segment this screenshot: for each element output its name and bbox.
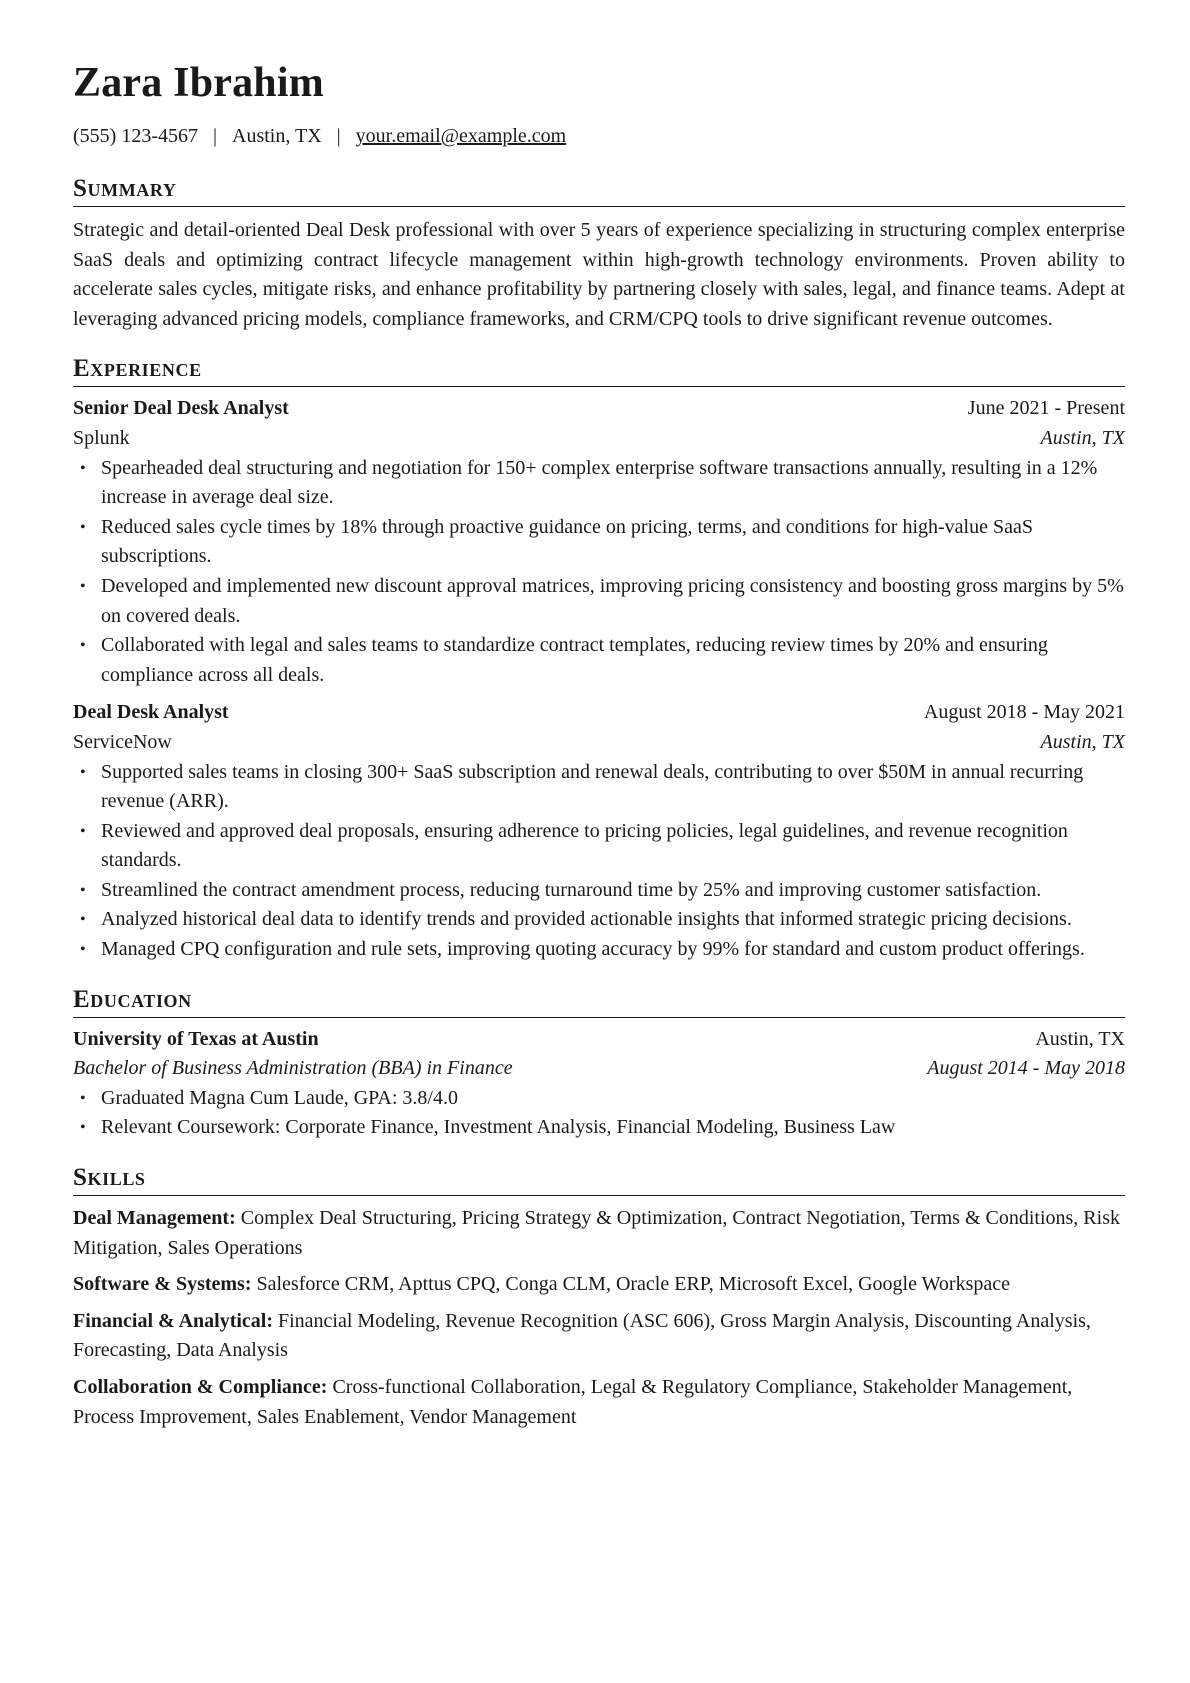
job-bullets — [73, 454, 1125, 691]
bullet-icon: • — [80, 881, 86, 899]
bullet-icon: • — [80, 911, 86, 929]
bullet-text: Supported sales teams in closing 300+ SaaS subscription and renewal deals, contributing to over $50M in annual recurring revenue (ARR). — [101, 760, 1084, 813]
job-title: Senior Deal Desk Analyst — [73, 397, 289, 420]
bullet-item — [73, 631, 1125, 690]
location: Austin, TX — [232, 125, 322, 147]
job-company-row — [73, 728, 1125, 758]
job-title-row — [73, 394, 1125, 424]
education-bullets — [73, 1084, 1125, 1143]
candidate-name: Zara Ibrahim — [73, 60, 324, 106]
experience-heading: Experience — [73, 354, 1125, 387]
skill-group — [73, 1204, 1125, 1263]
bullet-item — [73, 454, 1125, 513]
separator: | — [336, 125, 341, 147]
school-name: University of Texas at Austin — [73, 1027, 319, 1050]
bullet-text: Spearheaded deal structuring and negotiation for 150+ complex enterprise software transactions annually, resulting in a 12% increase in average deal size. — [101, 456, 1098, 509]
bullet-item — [73, 513, 1125, 572]
bullet-item — [73, 572, 1125, 631]
degree-row — [73, 1054, 1125, 1084]
bullet-text: Graduated Magna Cum Laude, GPA: 3.8/4.0 — [101, 1086, 458, 1109]
job-dates: August 2018 - May 2021 — [923, 701, 1125, 724]
education-dates: August 2014 - May 2018 — [927, 1057, 1125, 1080]
job-company: ServiceNow — [73, 730, 172, 753]
school-row — [73, 1025, 1125, 1055]
bullet-item — [73, 817, 1125, 876]
skills-heading: Skills — [73, 1163, 1125, 1196]
bullet-text: Reduced sales cycle times by 18% through proactive guidance on pricing, terms, and conditions for high-value SaaS subscriptions. — [101, 515, 1033, 568]
school-location: Austin, TX — [1035, 1027, 1125, 1050]
bullet-text: Relevant Coursework: Corporate Finance, Investment Analysis, Financial Modeling, Business Law — [101, 1116, 896, 1139]
contact-line — [73, 124, 1125, 148]
bullet-icon: • — [80, 518, 86, 536]
skill-group-items: Financial Modeling, Revenue Recognition (ASC 606), Gross Margin Analysis, Discounting Analysis, Forecasting, Data Analysis — [73, 1309, 1091, 1362]
skill-group — [73, 1373, 1125, 1432]
bullet-icon: • — [80, 459, 86, 477]
bullet-text: Managed CPQ configuration and rule sets, improving quoting accuracy by 99% for standard and custom product offerings. — [101, 938, 1085, 961]
job-entry — [73, 698, 1125, 964]
summary-heading: Summary — [73, 174, 1125, 207]
summary-text: Strategic and detail-oriented Deal Desk professional with over 5 years of experience specializing in structuring complex enterprise SaaS deals and optimizing contract lifecycle management within high-growth technology environments. Proven ability to accelerate sales cycles, mitigate risks, and enhance profitability by partnering closely with sales, legal, and finance teams. Adept at leveraging advanced pricing models, compliance frameworks, and CRM/CPQ tools to drive significant revenue outcomes. — [73, 219, 1125, 330]
skill-group-name: Collaboration & Compliance: — [73, 1376, 328, 1398]
resume-content — [73, 58, 1125, 1432]
job-dates: June 2021 - Present — [967, 397, 1125, 420]
job-location: Austin, TX — [1040, 730, 1125, 753]
job-entry — [73, 394, 1125, 690]
skill-group — [73, 1270, 1125, 1300]
bullet-item — [73, 1113, 1125, 1143]
phone-number: (555) 123-4567 — [73, 125, 198, 147]
bullet-text: Reviewed and approved deal proposals, ensuring adherence to pricing policies, legal guidelines, and revenue recognition standards. — [101, 819, 1068, 872]
bullet-item — [73, 1084, 1125, 1114]
job-company-row — [73, 424, 1125, 454]
bullet-text: Analyzed historical deal data to identify trends and provided actionable insights that informed strategic pricing decisions. — [101, 908, 1072, 931]
bullet-icon: • — [80, 763, 86, 781]
education-entry — [73, 1025, 1125, 1143]
job-location: Austin, TX — [1040, 426, 1125, 449]
skill-group-items: Complex Deal Structuring, Pricing Strategy & Optimization, Contract Negotiation, Terms & Conditions, Risk Mitigation, Sales Operations — [73, 1207, 1120, 1259]
bullet-item — [73, 905, 1125, 935]
skill-group — [73, 1307, 1125, 1366]
bullet-text: Collaborated with legal and sales teams to standardize contract templates, reducing review times by 20% and ensuring compliance across all deals. — [101, 634, 1048, 686]
bullet-icon: • — [80, 577, 86, 595]
bullet-text: Streamlined the contract amendment process, reducing turnaround time by 25% and improving customer satisfaction. — [101, 878, 1042, 901]
skill-group-name: Financial & Analytical: — [73, 1309, 273, 1332]
bullet-icon: • — [80, 1119, 86, 1137]
job-title-row — [73, 698, 1125, 728]
job-bullets — [73, 758, 1125, 965]
bullet-icon: • — [80, 822, 86, 840]
job-title: Deal Desk Analyst — [73, 701, 229, 724]
email-link[interactable]: your.email@example.com — [355, 125, 567, 147]
bullet-text: Developed and implemented new discount approval matrices, improving pricing consistency and boosting gross margins by 5% on covered deals. — [101, 574, 1124, 627]
education-heading: Education — [73, 985, 1125, 1018]
bullet-icon: • — [80, 1089, 86, 1107]
skill-group-items: Salesforce CRM, Apttus CPQ, Conga CLM, Oracle ERP, Microsoft Excel, Google Workspace — [256, 1273, 1010, 1296]
bullet-item — [73, 758, 1125, 817]
bullet-item — [73, 935, 1125, 965]
bullet-item — [73, 876, 1125, 906]
degree: Bachelor of Business Administration (BBA) in Finance — [73, 1057, 513, 1080]
bullet-icon: • — [80, 637, 86, 655]
separator: | — [212, 125, 217, 147]
bullet-icon: • — [80, 941, 86, 959]
skill-group-name: Software & Systems: — [73, 1273, 252, 1296]
job-company: Splunk — [73, 426, 130, 449]
skill-group-name: Deal Management: — [73, 1207, 236, 1230]
skill-group-items: Cross-functional Collaboration, Legal & Regulatory Compliance, Stakeholder Management, Process Improvement, Sales Enablement, Vendor Management — [73, 1376, 1073, 1428]
